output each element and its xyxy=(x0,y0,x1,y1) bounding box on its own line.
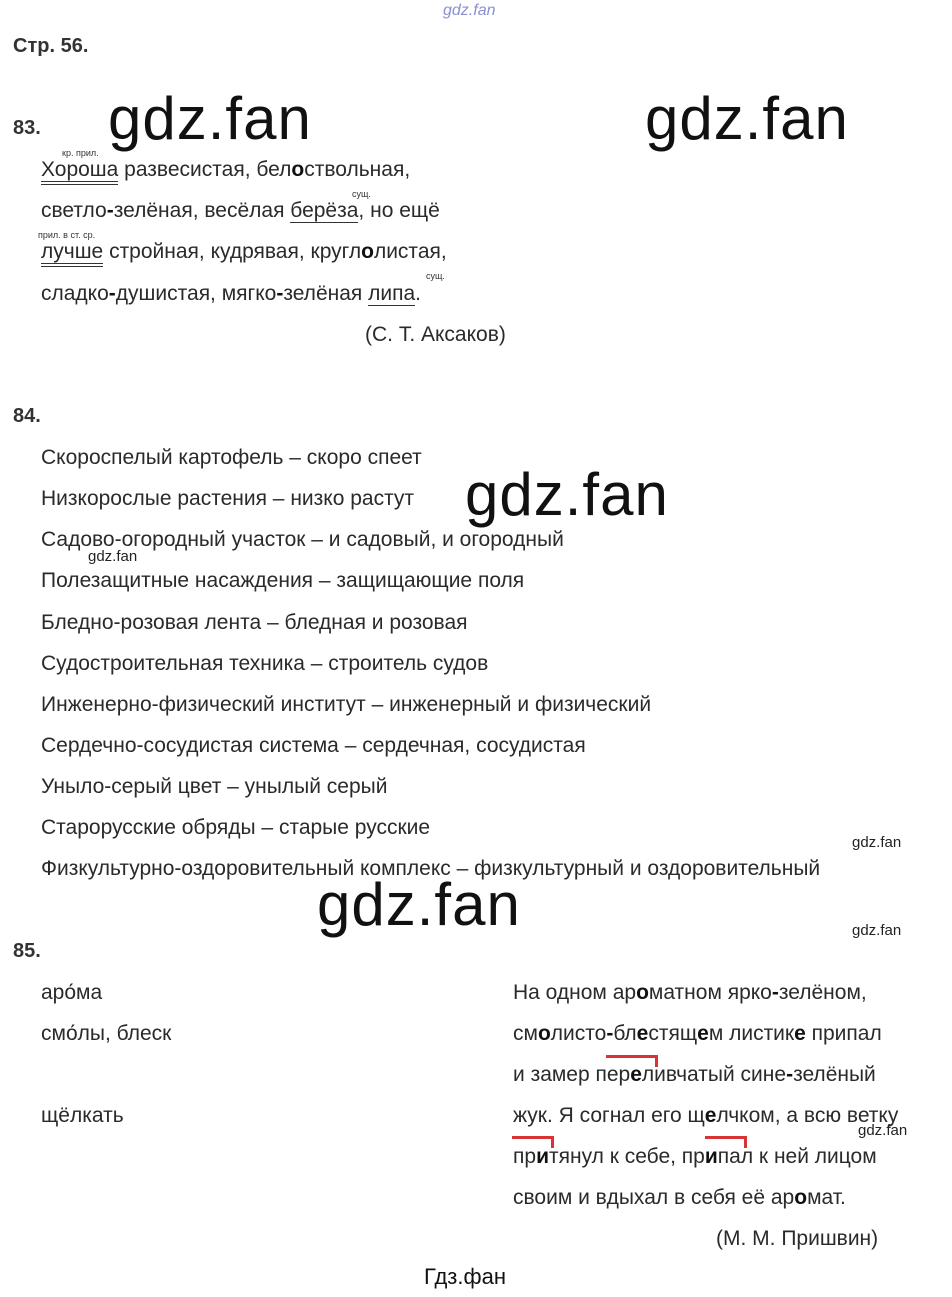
text-line: сладко-душистая, мягко-зелёная липа. xyxy=(41,282,421,305)
text-line: смолисто-блестящем листике припал xyxy=(513,1022,882,1045)
author-credit: (С. Т. Аксаков) xyxy=(365,323,506,346)
text-line: На одном ароматном ярко-зелёном, xyxy=(513,981,867,1004)
list-item: Бледно-розовая лента – бледная и розовая xyxy=(41,611,468,634)
list-item: Скороспелый картофель – скоро спеет xyxy=(41,446,422,469)
text-line: и замер переливчатый сине-зелёный xyxy=(513,1063,876,1086)
watermark-large: gdz.fan xyxy=(645,85,849,152)
list-item: Судостроительная техника – строитель судов xyxy=(41,652,489,675)
predicate-word: лучше xyxy=(41,240,103,267)
list-item: Садово-огородный участок – и садовый, и огородный xyxy=(41,528,564,551)
footer-label: Гдз.фан xyxy=(424,1264,506,1289)
text-line: своим и вдыхал в себя её аромат. xyxy=(513,1186,846,1209)
text-line: Хороша развесистая, белоствольная, xyxy=(41,158,410,182)
watermark-large: gdz.fan xyxy=(317,871,521,938)
list-item: Инженерно-физический институт – инженерный и физический xyxy=(41,693,652,716)
check-word: щёлкать xyxy=(41,1104,124,1127)
check-word: смо́лы, блеск xyxy=(41,1022,172,1045)
check-word: аро́ма xyxy=(41,981,103,1004)
prefix-mark xyxy=(705,1136,747,1139)
watermark-small: gdz.fan xyxy=(858,1122,908,1139)
list-item: Низкорослые растения – низко растут xyxy=(41,487,415,510)
list-item: Сердечно-сосудистая система – сердечная, сосудистая xyxy=(41,734,586,757)
list-item: Старорусские обряды – старые русские xyxy=(41,816,431,839)
watermark-small: gdz.fan xyxy=(88,548,138,565)
watermark-small: gdz.fan xyxy=(852,922,902,939)
grammar-annotation: сущ. xyxy=(352,189,371,199)
page-label: Стр. 56. xyxy=(13,35,89,57)
list-item: Физкультурно-оздоровительный комплекс – физкультурный и оздоровительный xyxy=(41,857,821,880)
grammar-annotation: кр. прил. xyxy=(62,148,99,158)
watermark-small: gdz.fan xyxy=(852,834,902,851)
text-line: жук. Я согнал его щелчком, а всю ветку xyxy=(513,1104,899,1127)
subject-word: липа xyxy=(368,282,416,305)
watermark-top: gdz.fan xyxy=(443,2,496,19)
text-line: притянул к себе, припал к ней лицом xyxy=(513,1145,877,1168)
predicate-word: Хороша xyxy=(41,158,118,185)
text-line: лучше стройная, кудрявая, круглолистая, xyxy=(41,240,447,264)
text-line: светло-зелёная, весёлая берёза, но ещё xyxy=(41,199,440,222)
list-item: Уныло-серый цвет – унылый серый xyxy=(41,775,388,798)
watermark-large: gdz.fan xyxy=(108,85,312,152)
grammar-annotation: прил. в ст. ср. xyxy=(38,230,96,240)
watermark-large: gdz.fan xyxy=(465,461,669,528)
subject-word: берёза xyxy=(290,199,359,222)
grammar-annotation: сущ. xyxy=(426,271,445,281)
prefix-mark xyxy=(512,1136,554,1139)
list-item: Полезащитные насаждения – защищающие поля xyxy=(41,569,525,592)
exercise-number: 83. xyxy=(13,117,41,139)
author-credit: (М. М. Пришвин) xyxy=(716,1227,879,1250)
exercise-number: 84. xyxy=(13,405,41,427)
prefix-mark xyxy=(606,1055,658,1058)
exercise-number: 85. xyxy=(13,940,41,962)
